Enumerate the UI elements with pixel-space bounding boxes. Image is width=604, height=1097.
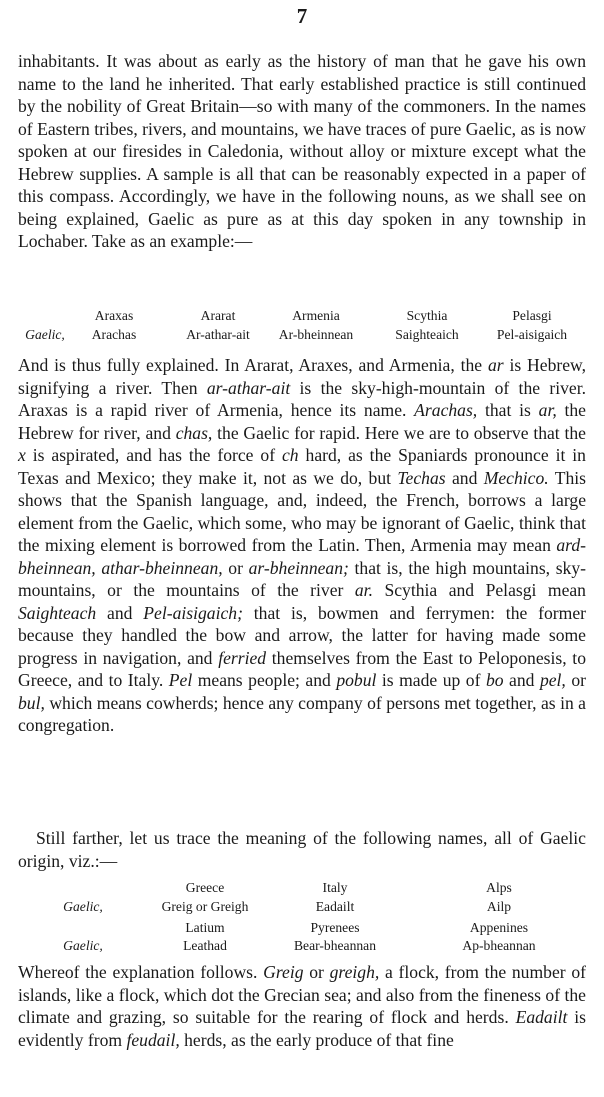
table2-name: Alps — [486, 880, 512, 895]
table1-name: Ararat — [200, 308, 236, 323]
table2-gaelic: Greig or Greigh — [161, 899, 249, 914]
table2-name: Greece — [185, 880, 225, 895]
table2-gaelic-label: Gaelic, — [63, 899, 103, 914]
table1-name: Scythia — [406, 308, 448, 323]
table1-name: Pelasgi — [512, 308, 552, 323]
table2-gaelic: Leathad — [183, 938, 227, 953]
paragraph-4: Whereof the explanation follows. Greig or greigh, a flock, from the number of islands, like a flock, which dot the Grecian sea; and also from the fineness of the climate and grazing, so suitable for the rearing of flock and herds. Eadailt is evidently from feudail, herds, as the early produce of that fine — [18, 962, 586, 1050]
paragraph-3: Still farther, let us trace the meaning of the following names, all of Gaelic origin, viz.:— — [18, 828, 586, 871]
table1-gaelic: Ar-bheinnean — [278, 327, 354, 342]
table1-gaelic-label: Gaelic, — [25, 327, 65, 342]
table2-gaelic: Ap-bheannan — [462, 938, 536, 953]
table1-gaelic: Pel-aisigaich — [496, 327, 568, 342]
table2-name: Appenines — [469, 920, 529, 935]
table1-name: Armenia — [292, 308, 340, 323]
table2-gaelic: Ailp — [486, 899, 512, 914]
table2-name: Latium — [185, 920, 225, 935]
table2-name: Pyrenees — [310, 920, 360, 935]
table2-gaelic: Eadailt — [315, 899, 355, 914]
table1-gaelic: Saighteaich — [395, 327, 459, 342]
paragraph-1: inhabitants. It was about as early as the history of man that he gave his own name to the land he inherited. That early established practice is still continued by the nobility of Great Britain—so with many of the commoners. In the names of Eastern tribes, rivers, and mountains, we have traces of pure Gaelic, as is now spoken at our firesides in Caledonia, without alloy or mixture except what the Hebrew supplies. A sample is all that can be reasonably expected in a paper of this compass. Accordingly, we have in the following nouns, as we shall see on being explained, Gaelic as pure as at this day spoken in any township in Lochaber. Take as an example:— — [18, 51, 586, 251]
table2-gaelic: Bear-bheannan — [293, 938, 377, 953]
table2-name: Italy — [322, 880, 348, 895]
page-number: 7 — [296, 4, 308, 28]
table2-gaelic-label: Gaelic, — [63, 938, 103, 953]
table1-gaelic: Ar-athar-ait — [186, 327, 250, 342]
table1-gaelic: Arachas — [91, 327, 137, 342]
table1-name: Araxas — [94, 308, 134, 323]
paragraph-2: And is thus fully explained. In Ararat, Araxes, and Armenia, the ar is Hebrew, signifying a river. Then ar-athar-ait is the sky-high-mountain of the river. Araxas is a rapid river of Armenia, hence its name. Arachas, that is ar, the Hebrew for river, and chas, the Gaelic for rapid. Here we are to observe that the x is aspirated, and has the force of ch hard, as the Spaniards pronounce it in Texas and Mexico; they make it, not as we do, but Techas and Mechico. This shows that the Spanish language, and, indeed, the French, borrows a large element from the Gaelic, which some, who may be ignorant of Gaelic, think that the mixing element is borrowed from the Latin. Then, Armenia may mean ard-bheinnean, athar-bheinnean, or ar-bheinnean; that is, the high mountains, sky-mountains, or the mountains of the river ar. Scythia and Pelasgi mean Saighteach and Pel-aisigaich; that is, bowmen and ferrymen: the former because they handled the bow and arrow, the latter for having made some progress in navigation, and ferried themselves from the East to Peloponesis, to Greece, and to Italy. Pel means people; and pobul is made up of bo and pel, or bul, which means cowherds; hence any company of persons met together, as in a congregation. — [18, 355, 587, 735]
